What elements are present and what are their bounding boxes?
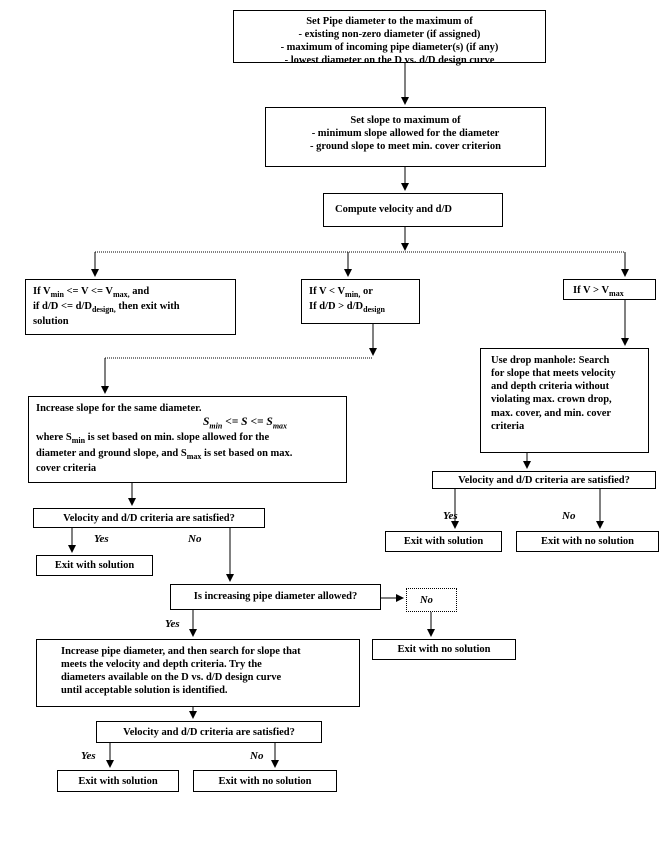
- criteria-check-text: Velocity and d/D criteria are satisfied?: [458, 475, 630, 486]
- exit-no-solution-box: [516, 531, 659, 552]
- no-label: No: [562, 510, 576, 522]
- increase-diameter-line: diameters available on the D vs. d/D design curve: [61, 672, 282, 684]
- cond-text: If V < V: [309, 286, 346, 297]
- cond-text: then exit with: [118, 301, 180, 313]
- exit-no-solution-box: [372, 639, 516, 660]
- slope-sub: max: [186, 451, 202, 461]
- exit-text: Exit with solution: [78, 776, 158, 787]
- exit-text: Exit with solution: [54, 560, 135, 571]
- cond-text: If V > V: [573, 285, 610, 296]
- condition-line: solution: [33, 316, 69, 328]
- cond-text: and: [132, 286, 150, 297]
- allowed-question-text: Is increasing pipe diameter allowed?: [193, 591, 358, 602]
- criteria-check-text: Velocity and d/D criteria are satisfied?: [63, 513, 235, 524]
- exit-text: Exit with no solution: [218, 776, 312, 787]
- cond-sub: max,: [112, 290, 130, 300]
- set-slope-line: - ground slope to meet min. cover criterion: [310, 141, 501, 153]
- condition-too-slow-box: [301, 279, 420, 324]
- exit-text: Exit with solution: [403, 536, 484, 547]
- slope-range-equation: [36, 415, 346, 431]
- criteria-check-right-box: [432, 471, 656, 489]
- exit-with-solution-box: [36, 555, 153, 576]
- drop-manhole-line: and depth criteria without: [491, 381, 610, 393]
- criteria-check-left-box: [33, 508, 265, 528]
- no-label: No: [188, 533, 202, 545]
- drop-manhole-line: Use drop manhole: Search: [491, 355, 610, 366]
- exit-with-solution-box: [385, 531, 502, 552]
- criteria-check-text: Velocity and d/D criteria are satisfied?: [123, 727, 295, 738]
- drop-manhole-box: [480, 348, 649, 453]
- set-pipe-diameter-line: - maximum of incoming pipe diameter(s) (if any): [280, 42, 499, 54]
- cond-sub: min: [50, 290, 64, 300]
- exit-no-solution-box: [193, 770, 337, 792]
- no-branch-box: [406, 588, 457, 612]
- increase-diameter-box: [36, 639, 360, 707]
- set-pipe-diameter-line: - lowest diameter on the D vs. d/D design curve: [284, 55, 495, 67]
- set-slope-line: - minimum slope allowed for the diameter: [311, 128, 500, 140]
- cond-text: <= V <= V: [66, 286, 113, 297]
- cond-sub: design: [363, 305, 385, 315]
- condition-line: [33, 300, 235, 315]
- drop-manhole-line: max. cover, and min. cover: [491, 407, 612, 419]
- set-slope-title: Set slope to maximum of: [350, 115, 461, 126]
- set-pipe-diameter-line: - existing non-zero diameter (if assigned): [298, 29, 481, 41]
- increase-diameter-line: until acceptable solution is identified.: [61, 685, 228, 697]
- eq-sub: max: [272, 421, 288, 431]
- cond-text: If d/D > d/D: [309, 301, 364, 313]
- compute-velocity-text: Compute velocity and d/D: [335, 204, 452, 215]
- slope-text: diameter and ground slope, and S: [36, 447, 187, 459]
- compute-velocity-box: [323, 193, 503, 227]
- exit-text: Exit with no solution: [397, 644, 491, 655]
- slope-text: is set based on max.: [204, 447, 293, 459]
- slope-sub: min: [71, 436, 86, 446]
- condition-line: [33, 285, 235, 300]
- cond-text: or: [363, 286, 373, 297]
- set-pipe-diameter-box: [233, 10, 546, 67]
- criteria-check-bottom-box: [96, 721, 322, 743]
- slope-text: is set based on min. slope allowed for the: [87, 432, 270, 444]
- slope-text: where S: [36, 432, 72, 444]
- increase-slope-line: Increase slope for the same diameter.: [36, 403, 202, 414]
- drop-manhole-line: for slope that meets velocity: [491, 368, 616, 380]
- increase-diameter-line: meets the velocity and depth criteria. Try the: [61, 659, 262, 671]
- increase-slope-line: [36, 447, 346, 462]
- yes-label: Yes: [94, 533, 109, 545]
- cond-text: If V: [33, 286, 51, 297]
- condition-within-limits-box: [25, 279, 236, 335]
- eq-sub: min: [209, 421, 223, 431]
- condition-line: [309, 285, 419, 300]
- cond-sub: min,: [345, 290, 361, 300]
- condition-too-fast-box: [563, 279, 656, 300]
- cond-text: if d/D <= d/D: [33, 301, 92, 313]
- drop-manhole-line: violating max. crown drop,: [491, 394, 612, 406]
- eq-text: S: [203, 416, 210, 429]
- yes-label: Yes: [165, 618, 180, 630]
- set-slope-box: [265, 107, 546, 167]
- drop-manhole-line: criteria: [491, 420, 525, 432]
- eq-text: <= S <= S: [225, 416, 273, 429]
- no-branch-text: No: [420, 595, 433, 606]
- exit-with-solution-box: [57, 770, 179, 792]
- condition-line: [309, 300, 419, 315]
- increase-slope-box: [28, 396, 347, 483]
- no-label: No: [250, 750, 264, 762]
- cond-sub: design,: [91, 305, 116, 315]
- increase-slope-line: [36, 431, 346, 446]
- cond-sub: max: [609, 289, 624, 299]
- exit-text: Exit with no solution: [540, 536, 635, 547]
- yes-label: Yes: [81, 750, 96, 762]
- increase-slope-line: cover criteria: [36, 462, 97, 474]
- increase-diameter-line: Increase pipe diameter, and then search for slope that: [61, 646, 301, 657]
- increase-diameter-allowed-box: [170, 584, 381, 610]
- set-pipe-diameter-title: Set Pipe diameter to the maximum of: [306, 16, 473, 27]
- yes-label: Yes: [443, 510, 458, 522]
